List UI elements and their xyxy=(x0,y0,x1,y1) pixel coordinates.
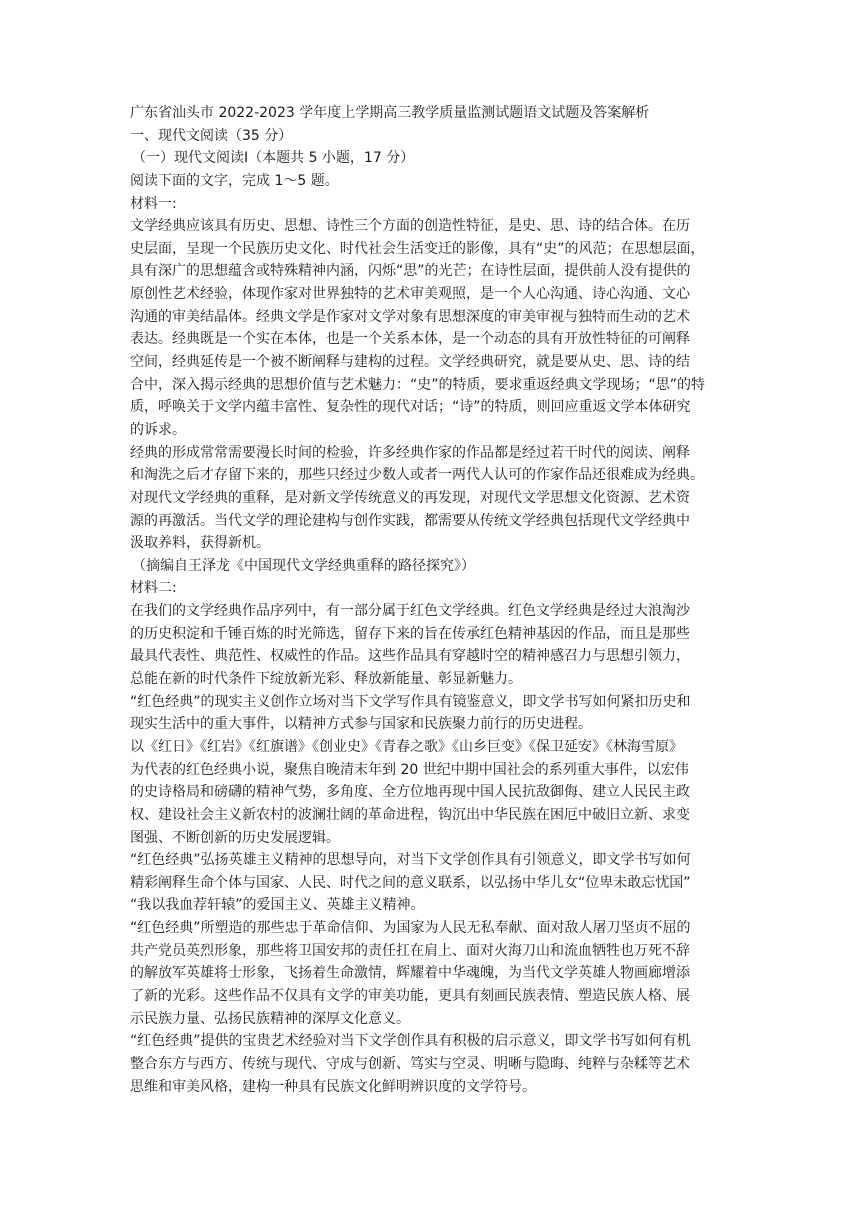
text-line: 现实生活中的重大事件，以精神方式参与国家和民族聚力前行的历史进程。 xyxy=(130,716,592,733)
text-line: “红色经典”弘扬英雄主义精神的思想导向，对当下文学创作具有引领意义，即文学书写如何 xyxy=(130,852,691,869)
text-line: 和淘洗之后才存留下来的，那些只经过少数人或者一两代人认可的作家作品还很难成为经典。 xyxy=(130,467,704,484)
text-line: 整合东方与西方、传统与现代、守成与创新、笃实与空灵、明晰与隐晦、纯粹与杂糅等艺术 xyxy=(130,1055,690,1072)
text-line: 最具代表性、典范性、权威性的作品。这些作品具有穿越时空的精神感召力与思想引领力， xyxy=(130,648,690,665)
text-line: 表达。经典既是一个实在本体，也是一个关系本体，是一个动态的具有开放性特征的可阐释 xyxy=(130,331,690,348)
text-line: 原创性艺术经验，体现作家对世界独特的艺术审美观照，是一个人心沟通、诗心沟通、文心 xyxy=(130,286,690,303)
text-line: 史层面，呈现一个民族历史文化、时代社会生活变迁的影像，具有“史”的风范；在思想层面， xyxy=(130,240,705,257)
text-line: “我以我血荐轩辕”的爱国主义、英雄主义精神。 xyxy=(130,897,425,914)
text-line: 文学经典应该具有历史、思想、诗性三个方面的创造性特征，是史、思、诗的结合体。在历 xyxy=(130,218,690,235)
material-one-source: （摘编自王泽龙《中国现代文学经典重释的路径探究》） xyxy=(132,557,475,574)
text-line: 在我们的文学经典作品序列中，有一部分属于红色文学经典。红色文学经典是经过大浪淘沙 xyxy=(130,603,690,620)
text-line: 的历史积淀和千锤百炼的时光筛选，留存下来的旨在传承红色精神基因的作品，而且是那些 xyxy=(130,625,690,642)
subsection-heading: （一）现代文阅读Ⅰ（本题共 5 小题，17 分） xyxy=(132,150,415,167)
text-line: 源的再激活。当代文学的理论建构与创作实践，都需要从传统文学经典包括现代文学经典中 xyxy=(130,512,690,529)
text-line: 具有深广的思想蕴含或特殊精神内涵，闪烁“思”的光芒；在诗性层面，提供前人没有提供的 xyxy=(130,263,691,280)
text-line: 沟通的审美结晶体。经典文学是作家对文学对象有思想深度的审美审视与独特而生动的艺术 xyxy=(130,308,690,325)
text-line: 精彩阐释生命个体与国家、人民、时代之间的意义联系，以弘扬中华儿女“位卑未敢忘忧国” xyxy=(130,874,691,891)
text-line: 合中，深入揭示经典的思想价值与艺术魅力：“史”的特质，要求重返经典文学现场；“思”的特 xyxy=(130,376,706,393)
reading-instruction: 阅读下面的文字，完成 1～5 题。 xyxy=(130,172,339,189)
text-line: 的史诗格局和磅礴的精神气势，多角度、全方位地再现中国人民抗敌御侮、建立人民民主政 xyxy=(130,784,690,801)
document-page xyxy=(130,102,742,1098)
text-line: 为代表的红色经典小说，聚焦自晚清末年到 20 世纪中期中国社会的系列重大事件，以宏伟 xyxy=(130,761,689,778)
text-line: 总能在新的时代条件下绽放新光彩、释放新能量、彰显新魅力。 xyxy=(130,671,522,688)
text-line: 思维和审美风格，建构一种具有民族文化鲜明辨识度的文学符号。 xyxy=(130,1078,536,1095)
section-heading: 一、现代文阅读（35 分） xyxy=(130,127,293,144)
text-line: 示民族力量、弘扬民族精神的深厚文化意义。 xyxy=(130,1010,410,1027)
text-line: 了新的光彩。这些作品不仅具有文学的审美功能，更具有刻画民族表情、塑造民族人格、展 xyxy=(130,987,690,1004)
text-line: “红色经典”所塑造的那些忠于革命信仰、为国家为人民无私奉献、面对敌人屠刀坚贞不屈的 xyxy=(130,920,691,937)
text-line: “红色经典”提供的宝贵艺术经验对当下文学创作具有积极的启示意义，即文学书写如何有机 xyxy=(130,1033,691,1050)
text-line: 经典的形成常常需要漫长时间的检验，许多经典作家的作品都是经过若干时代的阅读、阐释 xyxy=(130,444,690,461)
text-line: 汲取养料，获得新机。 xyxy=(130,535,270,552)
material-one-label: 材料一: xyxy=(130,195,177,212)
text-line: 的解放军英雄将士形象，飞扬着生命激情，辉耀着中华魂魄，为当代文学英雄人物画廊增添 xyxy=(130,965,690,982)
text-line: 空间，经典延传是一个被不断阐释与建构的过程。文学经典研究，就是要从史、思、诗的结 xyxy=(130,354,690,371)
material-two-body xyxy=(130,600,742,1098)
material-one-body xyxy=(130,215,742,555)
text-line: 共产党员英烈形象，那些将卫国安邦的责任扛在肩上、面对火海刀山和流血牺牲也万死不辞 xyxy=(130,942,690,959)
text-line: 的诉求。 xyxy=(130,421,186,438)
text-line: 权、建设社会主义新农村的波澜壮阔的革命进程，钩沉出中华民族在困厄中破旧立新、求变 xyxy=(130,806,690,823)
text-line: “红色经典”的现实主义创作立场对当下文学写作具有镜鉴意义，即文学书写如何紧扣历史和 xyxy=(130,693,691,710)
document-title: 广东省汕头市 2022-2023 学年度上学期高三教学质量监测试题语文试题及答案解析 xyxy=(130,105,650,121)
text-line: 以《红日》《红岩》《红旗谱》《创业史》《青春之歌》《山乡巨变》《保卫延安》《林海雪原》 xyxy=(130,738,683,755)
material-two-label: 材料二: xyxy=(130,580,177,597)
text-line: 图强、不断创新的历史发展逻辑。 xyxy=(130,829,340,846)
text-line: 对现代文学经典的重释，是对新文学传统意义的再发现，对现代文学思想文化资源、艺术资 xyxy=(130,489,690,506)
text-line: 质，呼唤关于文学内蕴丰富性、复杂性的现代对话；“诗”的特质，则回应重返文学本体研究 xyxy=(130,399,691,416)
